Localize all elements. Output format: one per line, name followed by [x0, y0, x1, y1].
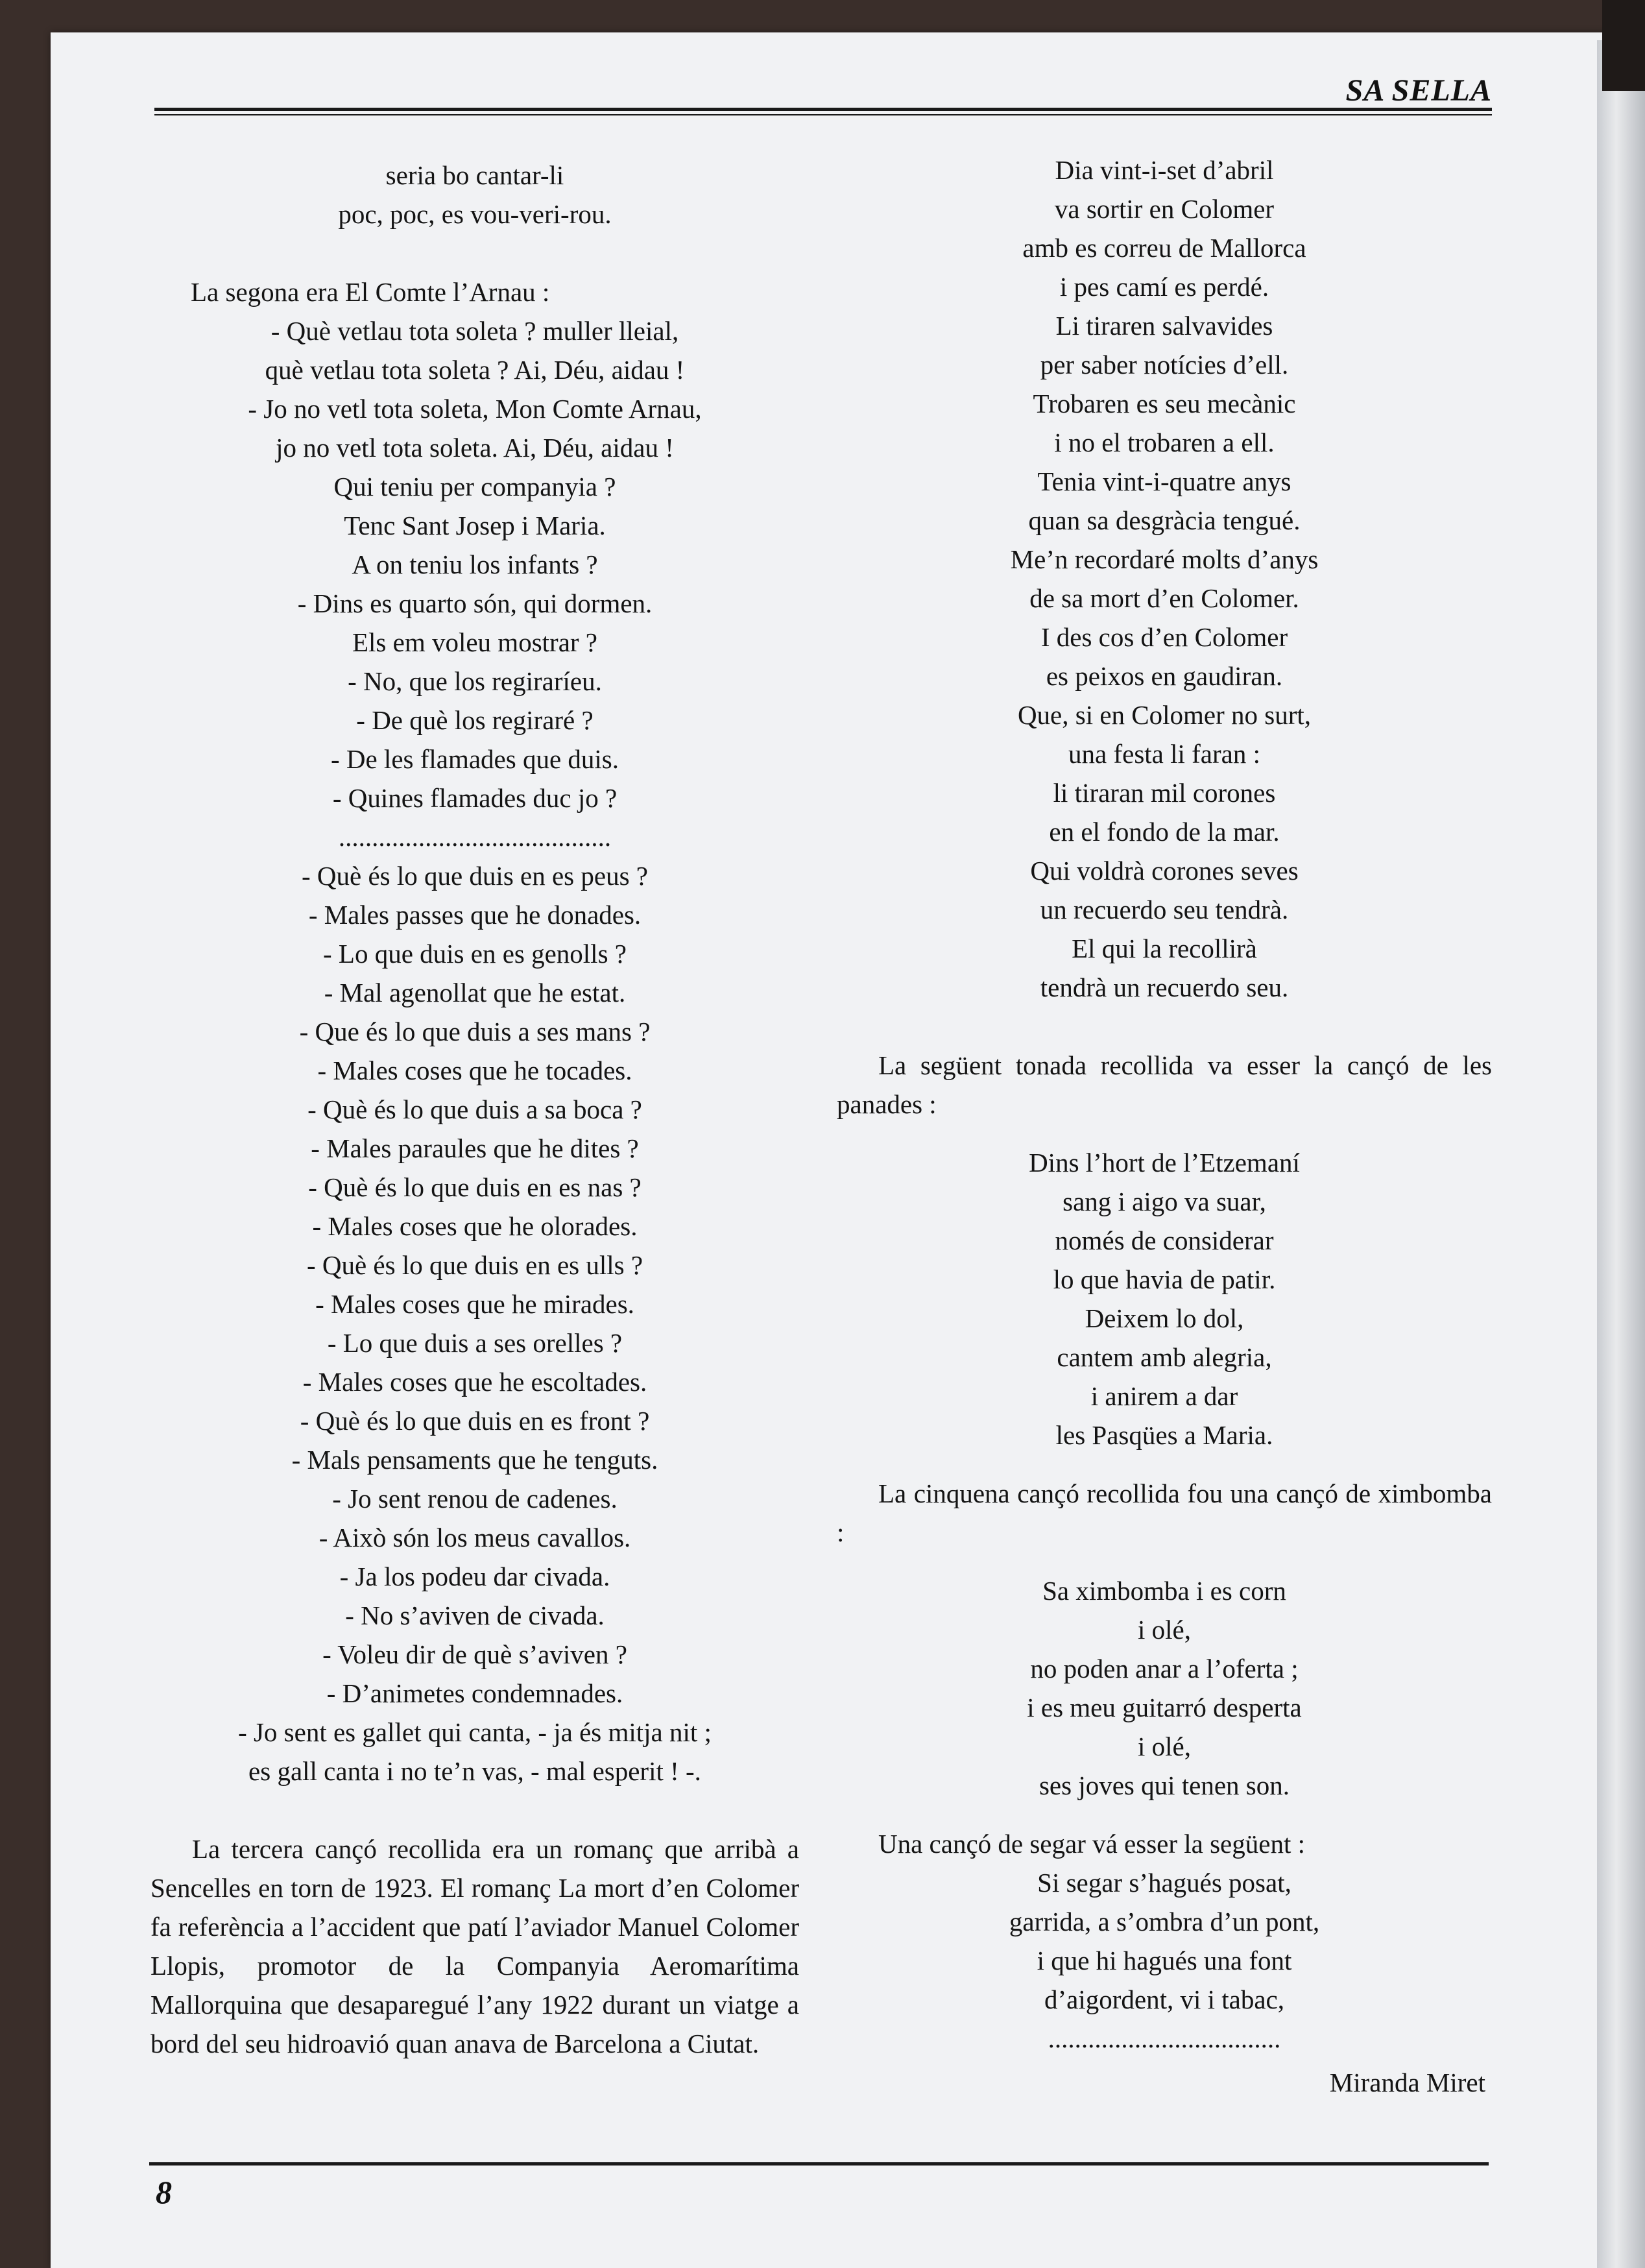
- verse-line: ...................................: [1048, 2023, 1281, 2053]
- verse-line: - Mal agenollat que he estat.: [324, 978, 626, 1007]
- verse-block: [837, 1571, 1492, 1805]
- verse-line: - Males coses que he escoltades.: [302, 1367, 647, 1397]
- verse-line: i pes camí es perdé.: [1059, 272, 1269, 302]
- verse-line: lo que havia de patir.: [1053, 1264, 1276, 1294]
- verse-line: només de considerar: [1055, 1225, 1274, 1255]
- verse-line: tendrà un recuerdo seu.: [1040, 972, 1289, 1002]
- verse-line: .........................................: [338, 822, 612, 852]
- verse-line: - Dins es quarto són, qui dormen.: [297, 588, 653, 618]
- verse-line: amb es correu de Mallorca: [1022, 233, 1306, 263]
- verse-line: sang i aigo va suar,: [1063, 1187, 1266, 1216]
- verse-line: - Males coses que he tocades.: [317, 1056, 632, 1085]
- verse-line: - De què los regiraré ?: [356, 705, 594, 735]
- verse-line: Els em voleu mostrar ?: [352, 627, 597, 657]
- verse-line: - Ja los podeu dar civada.: [339, 1562, 610, 1591]
- verse-block: [837, 151, 1492, 1007]
- verse-line: es gall canta i no te’n vas, - mal esperit ! -.: [248, 1756, 701, 1786]
- verse-line: - Mals pensaments que he tenguts.: [291, 1445, 658, 1475]
- intro-paragraph: Una cançó de segar vá esser la següent :: [878, 1829, 1305, 1859]
- verse-line: poc, poc, es vou-veri-rou.: [338, 199, 612, 229]
- verse-block: [150, 311, 799, 1791]
- footer-rule: [149, 2162, 1489, 2165]
- verse-line: Si segar s’hagués posat,: [1037, 1868, 1291, 1898]
- verse-line: Li tiraren salvavides: [1055, 311, 1273, 341]
- verse-line: i anirem a dar: [1090, 1381, 1238, 1411]
- verse-line: - Males coses que he mirades.: [315, 1289, 634, 1319]
- verse-line: què vetlau tota soleta ? Ai, Déu, aidau !: [265, 355, 685, 385]
- verse-line: - No s’aviven de civada.: [345, 1600, 605, 1630]
- verse-line: - Això són los meus cavallos.: [318, 1523, 631, 1552]
- verse-line: Tenia vint-i-quatre anys: [1037, 466, 1291, 496]
- page-number: 8: [156, 2174, 172, 2210]
- verse-line: en el fondo de la mar.: [1049, 817, 1280, 847]
- verse-line: i es meu guitarró desperta: [1027, 1693, 1302, 1722]
- intro-paragraph: La segona era El Comte l’Arnau :: [191, 277, 550, 307]
- verse-line: i no el trobaren a ell.: [1054, 428, 1275, 457]
- verse-line: Dia vint-i-set d’abril: [1055, 155, 1274, 185]
- author-signature: Miranda Miret: [1329, 2068, 1485, 2097]
- verse-line: - Males passes que he donades.: [308, 900, 642, 930]
- verse-line: jo no vetl tota soleta. Ai, Déu, aidau !: [276, 433, 674, 463]
- intro-paragraph: La cinquena cançó recollida fou una cançó de ximbomba :: [837, 1478, 1492, 1547]
- verse-line: un recuerdo seu tendrà.: [1040, 895, 1289, 924]
- verse-block: [837, 1143, 1492, 1454]
- verse-line: - Voleu dir de què s’aviven ?: [322, 1639, 627, 1669]
- verse-line: - Què és lo que duis en es peus ?: [301, 861, 648, 891]
- verse-line: cantem amb alegria,: [1057, 1342, 1272, 1372]
- verse-line: - Què és lo que duis en es nas ?: [308, 1172, 642, 1202]
- verse-line: Dins l’hort de l’Etzemaní: [1029, 1148, 1300, 1177]
- verse-line: El qui la recollirà: [1072, 934, 1257, 963]
- verse-line: - Jo no vetl tota soleta, Mon Comte Arnau,: [248, 394, 702, 424]
- verse-line: li tiraran mil corones: [1053, 778, 1276, 808]
- verse-line: - Jo sent renou de cadenes.: [332, 1484, 618, 1514]
- verse-line: Tenc Sant Josep i Maria.: [344, 511, 606, 540]
- binding-shadow: [1602, 0, 1645, 91]
- verse-line: - Què vetlau tota soleta ? muller lleial,: [270, 316, 679, 346]
- verse-line: - Jo sent es gallet qui canta, - ja és mitja nit ;: [238, 1717, 712, 1747]
- verse-line: A on teniu los infants ?: [352, 549, 598, 579]
- verse-line: Qui voldrà corones seves: [1030, 856, 1299, 886]
- verse-line: - Lo que duis a ses orelles ?: [327, 1328, 623, 1358]
- verse-line: es peixos en gaudiran.: [1046, 661, 1283, 691]
- verse-line: Trobaren es seu mecànic: [1033, 389, 1296, 418]
- verse-block: [150, 156, 799, 234]
- verse-line: - No, que los regiraríeu.: [348, 666, 602, 696]
- verse-line: una festa li faran :: [1068, 739, 1260, 769]
- verse-line: no poden anar a l’oferta ;: [1030, 1654, 1299, 1683]
- verse-line: quan sa desgràcia tengué.: [1028, 505, 1301, 535]
- verse-line: seria bo cantar-li: [385, 160, 564, 190]
- verse-line: les Pasqües a Maria.: [1055, 1420, 1273, 1450]
- verse-line: - De les flamades que duis.: [330, 744, 619, 774]
- verse-line: Que, si en Colomer no surt,: [1017, 700, 1312, 730]
- verse-line: per saber notícies d’ell.: [1040, 350, 1289, 380]
- verse-line: - Quines flamades duc jo ?: [332, 783, 618, 813]
- verse-line: d’aigordent, vi i tabac,: [1044, 1984, 1284, 2014]
- header-rule-thin: [154, 114, 1492, 115]
- verse-line: I des cos d’en Colomer: [1040, 622, 1288, 652]
- verse-line: - Males coses que he olorades.: [312, 1211, 638, 1241]
- verse-block: [837, 1863, 1492, 2058]
- header-rule: [154, 108, 1492, 111]
- body-paragraph: La tercera cançó recollida era un romanç que arribà a Sencelles en torn de 1923. El romanç La mort d’en Colomer fa referència a l’accident que patí l’aviador Manuel Colomer Llopis, promotor de la Companyia Aeromarítima Mallorquina que desaparegué l’any 1922 durant un viatge a bord del seu hidroavió quan anava de Barcelona a Ciutat.: [150, 1834, 799, 2058]
- verse-line: i olé,: [1138, 1615, 1191, 1645]
- verse-line: Sa ximbomba i es corn: [1042, 1576, 1286, 1606]
- verse-line: - Lo que duis en es genolls ?: [323, 939, 627, 969]
- verse-line: Qui teniu per companyia ?: [333, 472, 616, 501]
- verse-line: - Que és lo que duis a ses mans ?: [299, 1017, 651, 1046]
- verse-line: garrida, a s’ombra d’un pont,: [1009, 1907, 1320, 1936]
- verse-line: - Males paraules que he dites ?: [311, 1133, 639, 1163]
- verse-line: - D’animetes condemnades.: [326, 1678, 623, 1708]
- verse-line: Me’n recordaré molts d’anys: [1010, 544, 1319, 574]
- verse-line: - Què és lo que duis en es ulls ?: [306, 1250, 643, 1280]
- verse-line: va sortir en Colomer: [1054, 194, 1275, 224]
- verse-line: i olé,: [1138, 1731, 1191, 1761]
- intro-paragraph: La següent tonada recollida va esser la cançó de les panades :: [837, 1050, 1492, 1119]
- magazine-title: SA SELLA: [1345, 73, 1492, 108]
- page-edge: [1597, 40, 1645, 2268]
- verse-line: Deixem lo dol,: [1085, 1303, 1244, 1333]
- verse-line: - Què és lo que duis a sa boca ?: [307, 1094, 642, 1124]
- verse-line: - Què és lo que duis en es front ?: [300, 1406, 650, 1436]
- verse-line: i que hi hagués una font: [1037, 1946, 1292, 1975]
- verse-line: ses joves qui tenen son.: [1039, 1770, 1290, 1800]
- right-column: [837, 151, 1492, 2102]
- verse-line: de sa mort d’en Colomer.: [1029, 583, 1299, 613]
- left-column: [150, 156, 799, 2063]
